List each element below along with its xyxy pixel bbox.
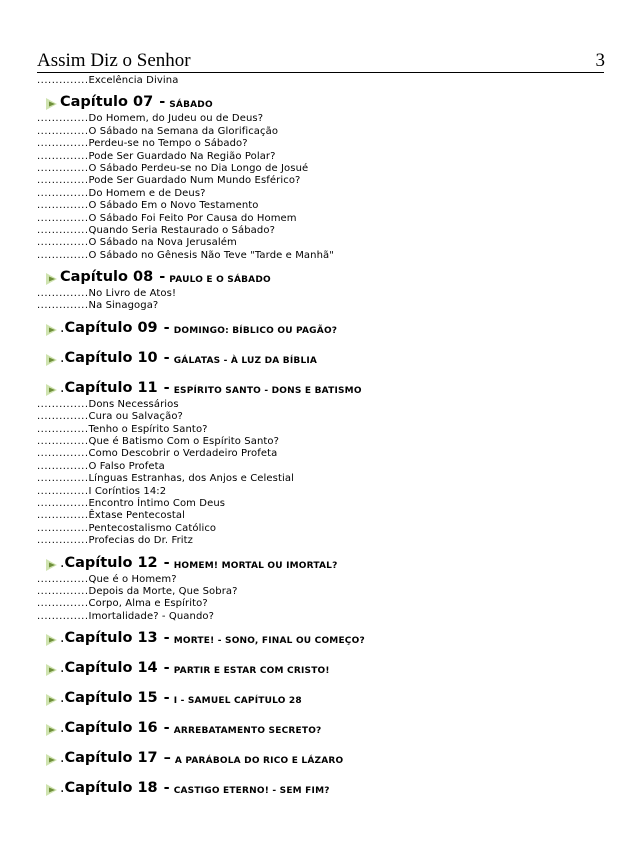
toc-item-label: Corpo, Alma e Espírito? (88, 598, 208, 610)
leader-dots: .............. (37, 598, 89, 610)
leader-dots: .............. (37, 162, 89, 174)
chapter-heading[interactable] (37, 87, 604, 113)
toc-item-label: O Sábado Em o Novo Testamento (88, 200, 259, 212)
chapter-heading[interactable] (37, 713, 604, 739)
toc-item-label: Excelência Divina (88, 75, 179, 86)
green-triangle-bullet-icon (45, 383, 58, 397)
chapter-dot: . (60, 349, 65, 366)
toc-item[interactable] (37, 200, 604, 212)
toc-item-label: Que é o Homem? (88, 573, 177, 585)
chapter-separator: - (163, 554, 170, 571)
toc-item[interactable] (37, 498, 604, 510)
chapter-dot: . (60, 319, 65, 336)
chapter-subtitle: A PARÁBOLA DO RICO E LÁZARO (174, 756, 344, 767)
toc-item-label: Dons Necessários (88, 398, 179, 410)
chapter-dot: . (60, 379, 65, 396)
header-title: Assim Diz o Senhor (37, 50, 191, 71)
chapter-label: Capítulo 11 (64, 379, 158, 396)
leader-dots: .............. (37, 249, 89, 261)
toc-item[interactable] (37, 175, 604, 187)
leader-dots: .............. (37, 448, 89, 460)
toc-item-label: Pode Ser Guardado Num Mundo Esférico? (88, 175, 301, 187)
leader-dots: .............. (37, 224, 89, 236)
green-triangle-bullet-icon (45, 353, 58, 367)
chapter-label: Capítulo 18 (64, 780, 158, 797)
toc-item[interactable] (37, 225, 604, 237)
chapter-subtitle: ARREBATAMENTO SECRETO? (173, 726, 322, 737)
leader-dots: .............. (37, 610, 89, 622)
toc-item-label: Como Descobrir o Verdadeiro Profeta (88, 448, 278, 460)
chapter-dot: . (60, 630, 65, 647)
chapter-heading[interactable] (37, 653, 604, 679)
green-triangle-bullet-icon (45, 97, 58, 111)
toc-item[interactable] (37, 113, 604, 125)
green-triangle-bullet-icon (45, 753, 58, 767)
green-triangle-bullet-icon (45, 693, 58, 707)
leader-dots: .............. (37, 200, 89, 212)
chapter-heading[interactable] (37, 743, 604, 769)
leader-dots: .............. (37, 497, 89, 509)
chapter-label: Capítulo 08 (60, 269, 154, 286)
chapter-separator: - (163, 720, 170, 737)
toc-item[interactable] (37, 424, 604, 436)
toc-item[interactable] (37, 411, 604, 423)
toc-item-label: Que é Batismo Com o Espírito Santo? (88, 436, 280, 448)
chapter-separator: - (163, 630, 170, 647)
toc-item[interactable] (37, 126, 604, 138)
chapter-label: Capítulo 12 (64, 554, 158, 571)
chapter-label: Capítulo 15 (64, 690, 158, 707)
chapter-heading[interactable] (37, 343, 604, 369)
toc-item[interactable] (37, 288, 604, 300)
toc-item-label: O Falso Profeta (88, 460, 165, 472)
green-triangle-bullet-icon (45, 663, 58, 677)
leader-dots: .............. (37, 573, 89, 585)
chapter-separator: - (159, 94, 166, 111)
leader-dots: .............. (37, 485, 89, 497)
chapter-subtitle: PARTIR E ESTAR COM CRISTO! (173, 666, 330, 677)
chapter-heading[interactable] (37, 262, 604, 288)
chapter-separator: - (163, 690, 170, 707)
chapter-label: Capítulo 09 (64, 319, 158, 336)
toc-item-label: Êxtase Pentecostal (88, 510, 186, 522)
leader-dots: .............. (37, 423, 89, 435)
chapter-heading[interactable] (37, 373, 604, 399)
toc-item[interactable] (37, 250, 604, 262)
chapter-subtitle: DOMINGO: BÍBLICO OU PAGÃO? (173, 325, 338, 336)
toc-item-label: Encontro Íntimo Com Deus (88, 497, 226, 509)
chapter-subtitle: CASTIGO ETERNO! - SEM FIM? (173, 786, 330, 797)
toc-item[interactable] (37, 486, 604, 498)
toc-item-label: O Sábado Foi Feito Por Causa do Homem (88, 212, 297, 224)
chapter-label: Capítulo 10 (64, 349, 158, 366)
chapter-dot: . (60, 660, 65, 677)
chapter-label: Capítulo 14 (64, 660, 158, 677)
toc-item[interactable] (37, 574, 604, 586)
chapter-label: Capítulo 13 (64, 630, 158, 647)
toc-item-label: Profecias do Dr. Fritz (88, 535, 194, 547)
chapter-subtitle: SÁBADO (169, 100, 213, 111)
toc-item[interactable] (37, 598, 604, 610)
leader-dots: .............. (37, 473, 89, 485)
toc-item-label: No Livro de Atos! (88, 288, 177, 300)
table-of-contents (37, 87, 604, 803)
chapter-label: Capítulo 16 (64, 720, 158, 737)
toc-item[interactable] (37, 473, 604, 485)
toc-item-label: Quando Seria Restaurado o Sábado? (88, 224, 275, 236)
toc-item-label: O Sábado na Semana da Glorificação (88, 125, 279, 137)
toc-item[interactable] (37, 138, 604, 150)
toc-item[interactable] (37, 510, 604, 522)
chapter-separator: - (159, 269, 166, 286)
leader-dots: .............. (37, 585, 89, 597)
green-triangle-bullet-icon (45, 723, 58, 737)
chapter-subtitle: PAULO E O SÁBADO (169, 275, 271, 286)
spacer (37, 799, 604, 803)
toc-item-label: Pentecostalismo Católico (88, 522, 217, 534)
leader-dots: .............. (37, 113, 89, 125)
page-header (37, 50, 604, 73)
chapter-heading[interactable] (37, 623, 604, 649)
chapter-separator: - (163, 660, 170, 677)
chapter-heading[interactable] (37, 548, 604, 574)
toc-item-label: Imortalidade? - Quando? (88, 610, 215, 622)
chapter-dot: . (60, 780, 65, 797)
green-triangle-bullet-icon (45, 783, 58, 797)
chapter-separator: - (163, 349, 170, 366)
toc-item[interactable] (37, 300, 604, 312)
toc-item-label: O Sábado na Nova Jerusalém (88, 237, 237, 249)
leader-dots: .............. (37, 150, 89, 162)
toc-item[interactable] (37, 237, 604, 249)
green-triangle-bullet-icon (45, 633, 58, 647)
toc-item[interactable] (37, 151, 604, 163)
toc-item-label: Perdeu-se no Tempo o Sábado? (88, 138, 248, 150)
chapter-subtitle: ESPÍRITO SANTO - DONS E BATISMO (173, 385, 362, 396)
green-triangle-bullet-icon (45, 272, 58, 286)
leader-dots: .............. (37, 535, 89, 547)
chapter-separator: - (163, 780, 170, 797)
chapter-label: Capítulo 07 (60, 94, 154, 111)
leader-dots: .............. (37, 411, 89, 423)
chapter-heading[interactable] (37, 683, 604, 709)
toc-item-label: Línguas Estranhas, dos Anjos e Celestial (88, 473, 294, 485)
toc-item[interactable] (37, 461, 604, 473)
page-number: 3 (595, 50, 605, 71)
leader-dots: .............. (37, 288, 89, 300)
toc-item-label: Depois da Morte, Que Sobra? (88, 585, 238, 597)
chapter-label: Capítulo 17 (64, 750, 158, 767)
chapter-separator: - (163, 379, 170, 396)
leader-dots: .............. (37, 522, 89, 534)
toc-item[interactable] (37, 163, 604, 175)
toc-item[interactable] (37, 75, 604, 87)
chapter-dot: . (60, 554, 65, 571)
chapter-subtitle: I - SAMUEL CAPÍTULO 28 (173, 696, 302, 707)
document-page (37, 50, 604, 803)
chapter-subtitle: GÁLATAS - À LUZ DA BÍBLIA (173, 355, 318, 366)
toc-item-label: O Sábado Perdeu-se no Dia Longo de Josué (88, 162, 309, 174)
leader-dots: .............. (37, 510, 89, 522)
leader-dots: .............. (37, 436, 89, 448)
toc-item-label: Do Homem e de Deus? (88, 187, 206, 199)
chapter-separator: – (163, 750, 171, 767)
toc-item[interactable] (37, 448, 604, 460)
toc-item-label: O Sábado no Gênesis Não Teve "Tarde e Manhã" (88, 249, 334, 261)
toc-item[interactable] (37, 611, 604, 623)
toc-item-label: Na Sinagoga? (88, 300, 159, 312)
leader-dots: .............. (37, 125, 89, 137)
chapter-heading[interactable] (37, 313, 604, 339)
toc-item-label: Do Homem, do Judeu ou de Deus? (88, 113, 264, 125)
chapter-subtitle: MORTE! - SONO, FINAL OU COMEÇO? (173, 636, 365, 647)
leader-dots: .............. (37, 237, 89, 249)
chapter-subtitle: HOMEM! MORTAL OU IMORTAL? (173, 560, 338, 571)
toc-item-label: Cura ou Salvação? (88, 411, 183, 423)
chapter-dot: . (60, 690, 65, 707)
toc-item-label: I Coríntios 14:2 (88, 485, 167, 497)
toc-item-label: Tenho o Espírito Santo? (88, 423, 208, 435)
leader-dots: .............. (37, 138, 89, 150)
chapter-heading[interactable] (37, 773, 604, 799)
toc-item[interactable] (37, 399, 604, 411)
leader-dots: .............. (37, 300, 89, 312)
toc-item[interactable] (37, 436, 604, 448)
leader-dots: .............. (37, 398, 89, 410)
leader-dots: .............. (37, 75, 89, 86)
leader-dots: .............. (37, 460, 89, 472)
toc-item[interactable] (37, 523, 604, 535)
toc-item[interactable] (37, 213, 604, 225)
toc-item[interactable] (37, 586, 604, 598)
leader-dots: .............. (37, 212, 89, 224)
leader-dots: .............. (37, 175, 89, 187)
green-triangle-bullet-icon (45, 323, 58, 337)
leader-dots: .............. (37, 187, 89, 199)
chapter-dot: . (60, 720, 65, 737)
chapter-dot: . (60, 750, 65, 767)
toc-item-label: Pode Ser Guardado Na Região Polar? (88, 150, 276, 162)
green-triangle-bullet-icon (45, 558, 58, 572)
toc-item[interactable] (37, 188, 604, 200)
chapter-separator: - (163, 319, 170, 336)
toc-item[interactable] (37, 535, 604, 547)
